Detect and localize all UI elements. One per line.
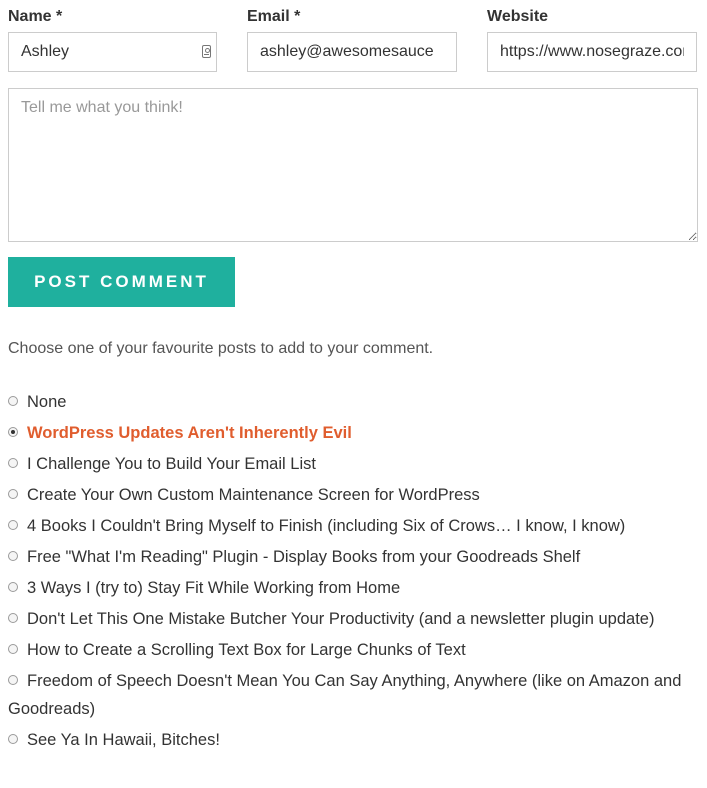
post-option-label[interactable]: Don't Let This One Mistake Butcher Your Productivity (and a newsletter plugin update) [27, 610, 655, 628]
post-option-label[interactable]: 3 Ways I (try to) Stay Fit While Working from Home [27, 579, 401, 597]
post-option-label[interactable]: Free "What I'm Reading" Plugin - Display Books from your Goodreads Shelf [27, 548, 581, 566]
post-option[interactable] [8, 481, 704, 509]
radio-button-icon[interactable] [8, 613, 18, 623]
favourite-posts-list [8, 388, 704, 757]
post-option[interactable] [8, 512, 704, 540]
radio-button-checked-icon[interactable] [8, 427, 18, 437]
post-option[interactable] [8, 450, 704, 478]
email-input[interactable] [247, 32, 457, 72]
radio-button-icon[interactable] [8, 675, 18, 685]
email-label-text: Email [247, 8, 290, 25]
post-option[interactable] [8, 574, 704, 602]
post-option-label[interactable]: How to Create a Scrolling Text Box for Large Chunks of Text [27, 641, 466, 659]
radio-button-icon[interactable] [8, 551, 18, 561]
radio-button-icon[interactable] [8, 396, 18, 406]
post-option[interactable] [8, 543, 704, 571]
website-input[interactable] [487, 32, 697, 72]
name-label [8, 8, 62, 26]
post-option-label[interactable]: None [27, 393, 67, 411]
radio-button-icon[interactable] [8, 644, 18, 654]
post-option-label[interactable]: 4 Books I Couldn't Bring Myself to Finish (including Six of Crows… I know, I know) [27, 517, 626, 535]
post-option-label[interactable]: WordPress Updates Aren't Inherently Evil [27, 424, 352, 442]
email-label [247, 8, 300, 26]
post-option-label[interactable]: See Ya In Hawaii, Bitches! [27, 731, 220, 749]
required-marker: * [294, 8, 301, 25]
post-option[interactable] [8, 726, 704, 754]
post-option[interactable] [8, 605, 704, 633]
website-label-text: Website [487, 8, 549, 25]
post-option[interactable] [8, 667, 704, 723]
favourite-posts-prompt: Choose one of your favourite posts to add to your comment. [8, 340, 434, 357]
radio-button-icon[interactable] [8, 520, 18, 530]
post-option-label[interactable]: Create Your Own Custom Maintenance Screen for WordPress [27, 486, 480, 504]
radio-button-icon[interactable] [8, 734, 18, 744]
post-option[interactable] [8, 388, 704, 416]
radio-button-icon[interactable] [8, 489, 18, 499]
post-option-label[interactable]: Freedom of Speech Doesn't Mean You Can Say Anything, Anywhere (like on Amazon and Goodreads) [8, 672, 682, 718]
radio-button-icon[interactable] [8, 582, 18, 592]
required-marker: * [56, 8, 63, 25]
post-comment-button[interactable]: POST COMMENT [8, 257, 235, 307]
post-option-selected[interactable] [8, 419, 704, 447]
contact-card-icon[interactable] [202, 45, 211, 58]
name-label-text: Name [8, 8, 52, 25]
name-input[interactable] [8, 32, 217, 72]
radio-button-icon[interactable] [8, 458, 18, 468]
post-option[interactable] [8, 636, 704, 664]
website-label [487, 8, 548, 26]
post-option-label[interactable]: I Challenge You to Build Your Email List [27, 455, 316, 473]
comment-textarea[interactable] [8, 88, 698, 242]
